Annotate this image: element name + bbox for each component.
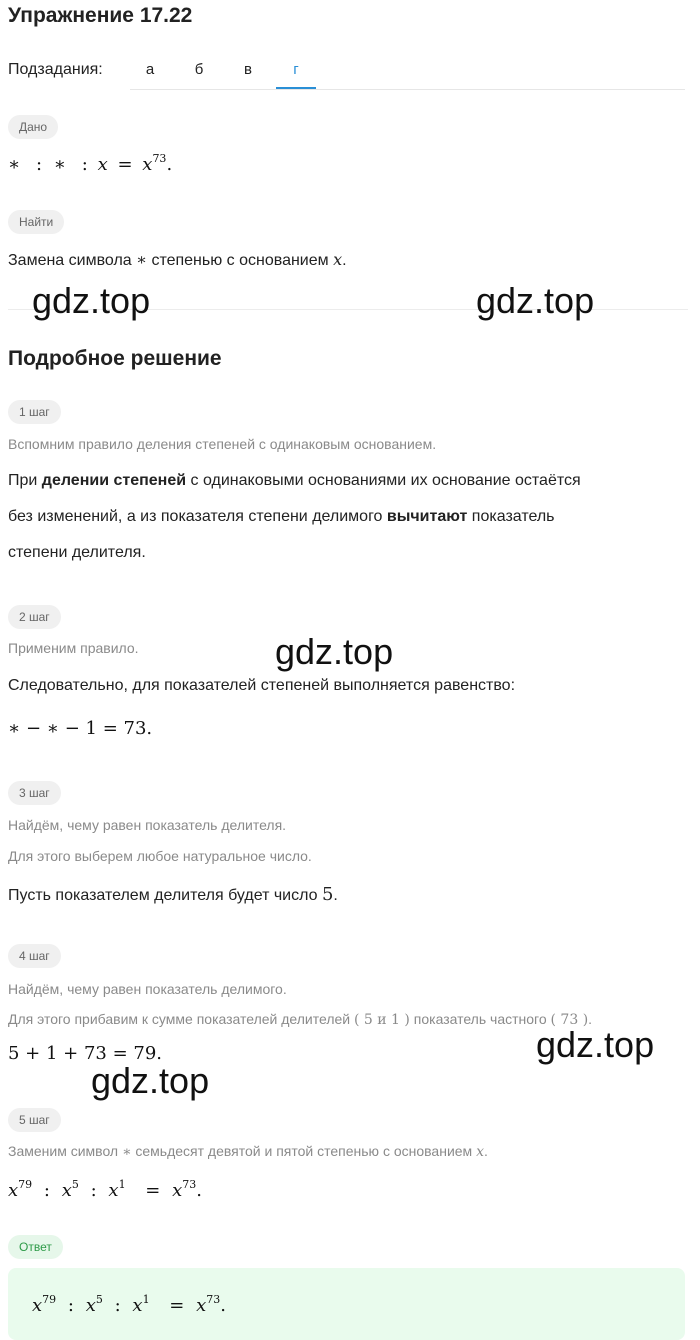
step-badge: 5 шаг: [8, 1108, 61, 1132]
watermark: gdz.top: [91, 1060, 210, 1101]
step-badge: 4 шаг: [8, 944, 61, 968]
step-hint: Заменим символ ∗ семьдесят девятой и пятой степенью с основанием x.: [8, 1143, 488, 1160]
step-text: без изменений, а из показателя степени делимого вычитают показатель: [8, 508, 555, 525]
step-text: Пусть показателем делителя будет число 5.: [8, 884, 338, 905]
solution-heading: Подробное решение: [8, 347, 222, 370]
step-text: Следовательно, для показателей степеней выполняется равенство:: [8, 677, 516, 694]
watermark: gdz.top: [32, 280, 151, 321]
step-badge: 2 шаг: [8, 605, 61, 629]
tab-g[interactable]: г: [293, 61, 299, 78]
given-badge: Дано: [8, 115, 58, 139]
given-equation: ∗ : ∗ : $x = x^{73}$.: [8, 152, 173, 175]
answer-badge: Ответ: [8, 1235, 63, 1259]
answer-equation: $x^{79}$ : $x^5$ : $x^1 = x^{73}$.: [32, 1293, 227, 1316]
step-badge: 3 шаг: [8, 781, 61, 805]
step-equation: $x^{79}$ : $x^5$ : $x^1 = x^{73}$.: [8, 1178, 203, 1201]
watermark: gdz.top: [536, 1024, 655, 1065]
step-badge: 1 шаг: [8, 400, 61, 424]
step-equation: ∗ − ∗ − 1 = 73.: [8, 718, 153, 739]
tab-a[interactable]: а: [145, 61, 155, 78]
page-title: Упражнение 17.22: [8, 4, 193, 27]
step-hint: Для этого выберем любое натуральное число.: [8, 848, 312, 864]
subtasks-label: Подзадания:: [8, 61, 103, 78]
step-hint: Найдём, чему равен показатель делимого.: [8, 981, 287, 997]
step-equation: 5 + 1 + 73 = 79.: [8, 1043, 163, 1064]
tab-v[interactable]: в: [244, 61, 252, 78]
step-hint: Вспомним правило деления степеней с одинаковым основанием.: [8, 436, 437, 452]
find-text: Замена символа ∗ степенью с основанием x.: [8, 250, 347, 269]
step-text: При делении степеней с одинаковыми основаниями их основание остаётся: [8, 472, 581, 489]
find-badge: Найти: [8, 210, 64, 234]
tabs-divider: [130, 89, 685, 90]
step-hint: Найдём, чему равен показатель делителя.: [8, 817, 287, 833]
tab-b[interactable]: б: [194, 61, 204, 78]
active-tab-indicator: [276, 87, 316, 89]
watermark: gdz.top: [476, 280, 595, 321]
step-hint: Для этого прибавим к сумме показателей делителей ( 5 и 1 ) показатель частного ( 73 ).: [8, 1011, 593, 1028]
watermark: gdz.top: [275, 631, 394, 672]
step-hint: Применим правило.: [8, 640, 139, 656]
step-text: степени делителя.: [8, 544, 146, 561]
